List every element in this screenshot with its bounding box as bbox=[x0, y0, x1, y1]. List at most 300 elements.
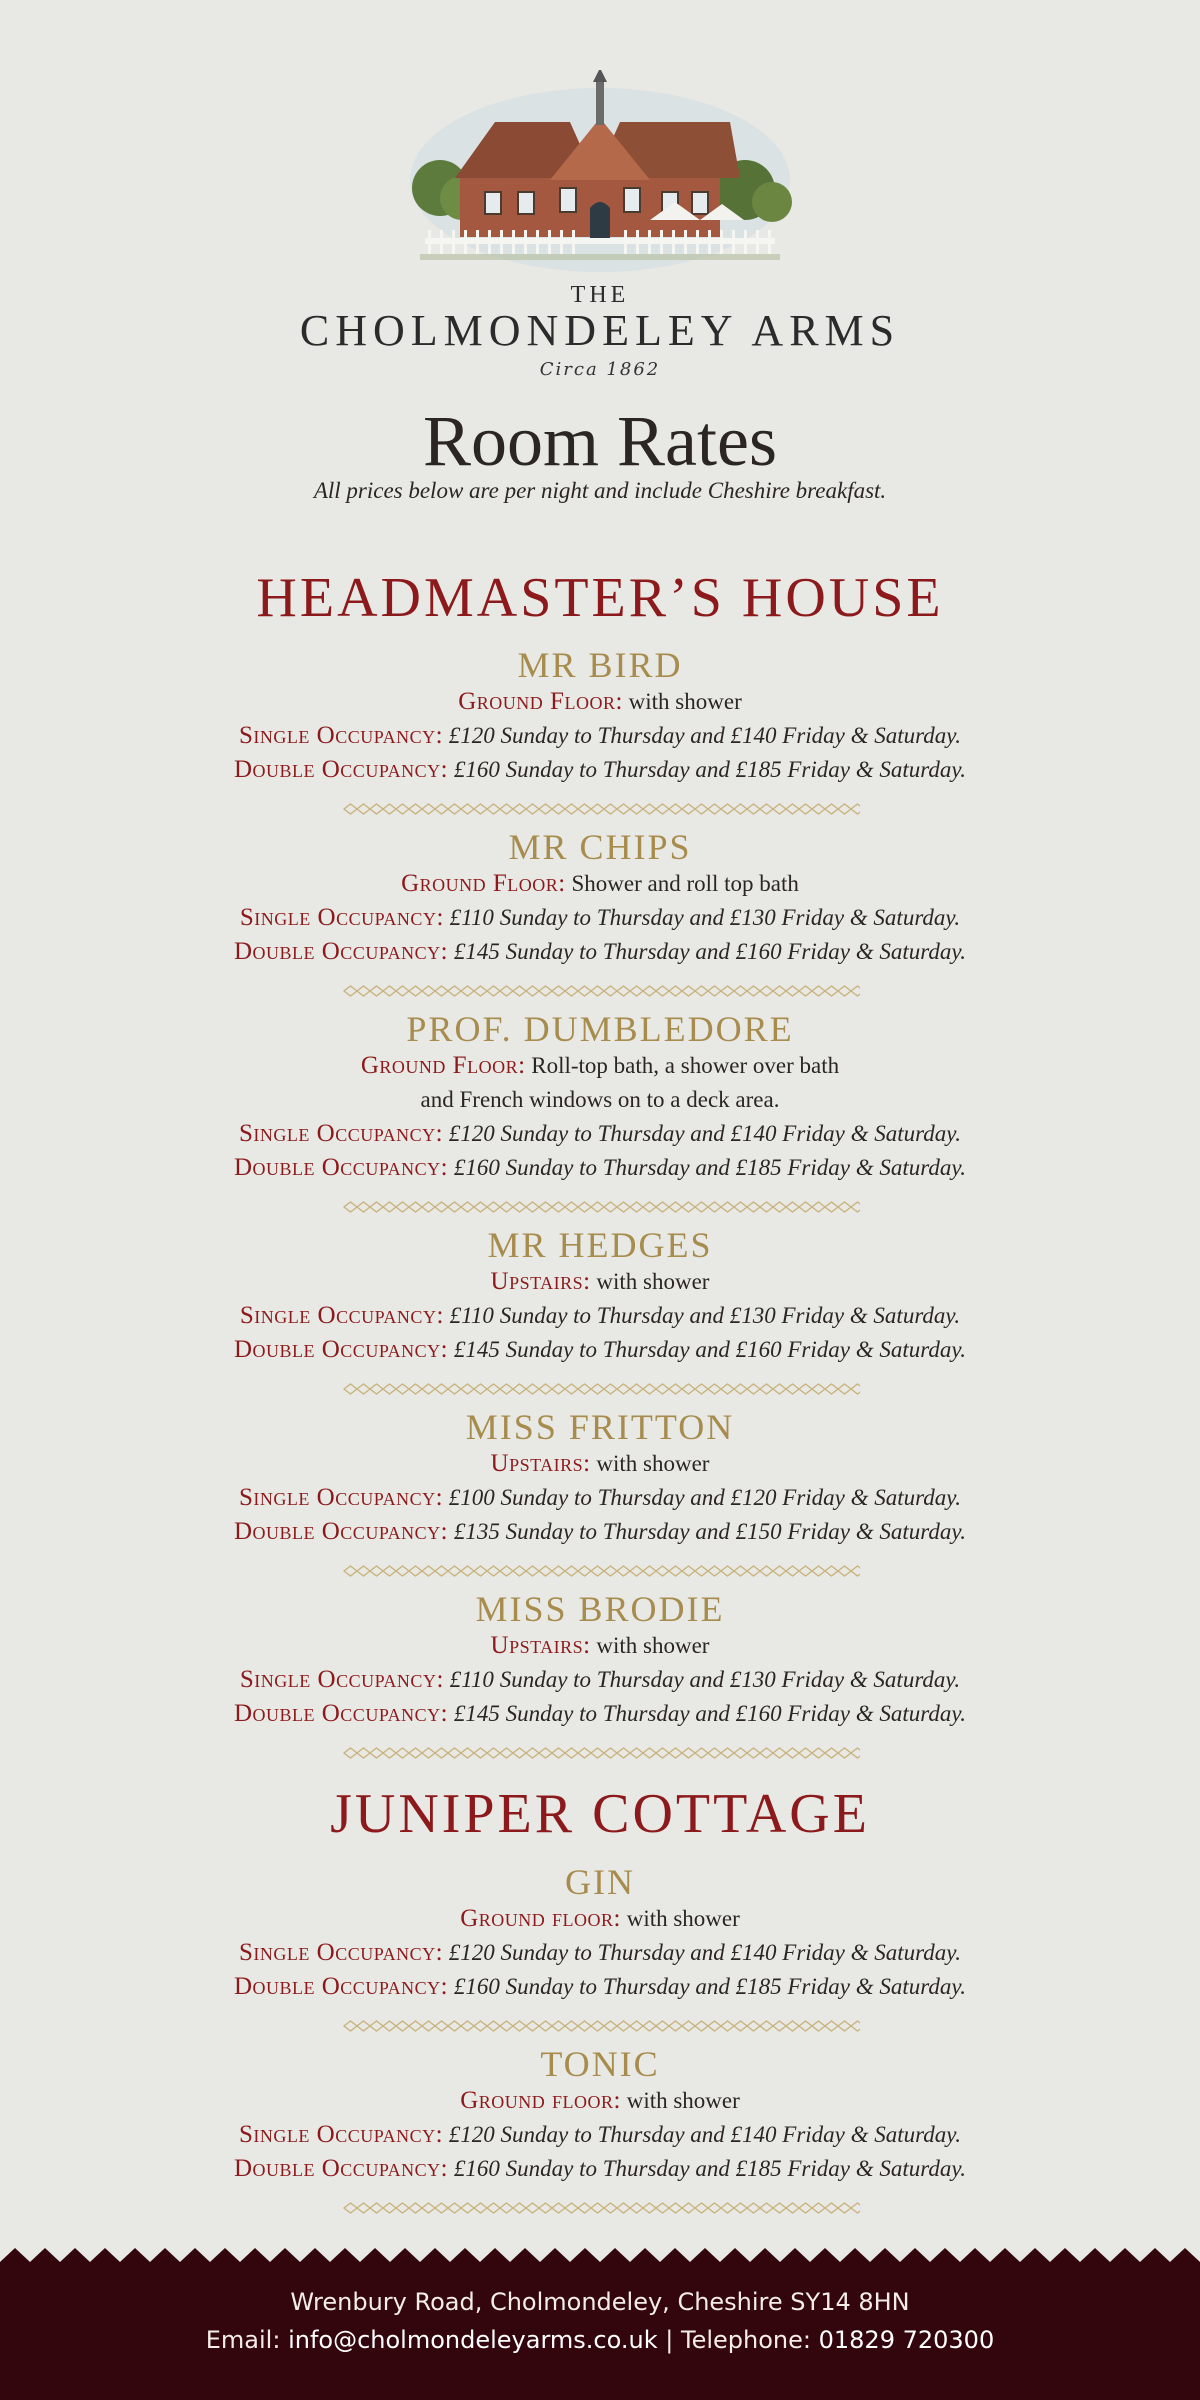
single-rate-text: Sunday to Thursday and £130 Friday & Saturday. bbox=[499, 1303, 961, 1328]
divider-diamond bbox=[773, 986, 786, 996]
divider-diamond bbox=[812, 986, 825, 996]
divider-diamond bbox=[552, 1566, 565, 1576]
divider-diamond bbox=[669, 1566, 682, 1576]
divider-diamond bbox=[760, 804, 773, 814]
divider-diamond bbox=[422, 1748, 435, 1758]
divider-diamond bbox=[695, 2021, 708, 2031]
divider-diamond bbox=[539, 1384, 552, 1394]
divider-diamond bbox=[747, 1202, 760, 1212]
divider-diamond bbox=[838, 1384, 851, 1394]
divider-diamond bbox=[526, 2203, 539, 2213]
divider-diamond bbox=[656, 1566, 669, 1576]
divider-diamond bbox=[461, 2203, 474, 2213]
divider-diamond bbox=[409, 986, 422, 996]
divider-diamond bbox=[474, 804, 487, 814]
divider-diamond bbox=[370, 1202, 383, 1212]
email-link[interactable]: info@cholmondeleyarms.co.uk bbox=[288, 2326, 658, 2354]
divider-diamond bbox=[643, 1748, 656, 1758]
divider-diamond bbox=[474, 1748, 487, 1758]
divider-diamond bbox=[734, 1384, 747, 1394]
footer-contact bbox=[0, 2326, 1200, 2354]
divider-diamond bbox=[344, 986, 357, 996]
divider-diamond bbox=[539, 1202, 552, 1212]
divider-diamond bbox=[448, 1384, 461, 1394]
divider-diamond bbox=[539, 1748, 552, 1758]
divider-diamond bbox=[851, 986, 860, 996]
divider bbox=[340, 985, 860, 997]
divider-diamond bbox=[578, 1384, 591, 1394]
footer-zigzag-band bbox=[0, 2240, 1200, 2400]
divider-diamond bbox=[474, 1202, 487, 1212]
divider-diamond bbox=[500, 1384, 513, 1394]
divider-diamond bbox=[461, 2021, 474, 2031]
divider-diamond bbox=[721, 1202, 734, 1212]
room-features: with shower bbox=[596, 1269, 710, 1294]
page-subtitle: All prices below are per night and include Cheshire breakfast. bbox=[313, 478, 887, 503]
room-features: with shower bbox=[628, 689, 742, 714]
divider-diamond bbox=[435, 1566, 448, 1576]
divider-diamond bbox=[396, 1748, 409, 1758]
divider-diamond bbox=[669, 2203, 682, 2213]
divider-diamond bbox=[552, 986, 565, 996]
room-features: with shower bbox=[596, 1633, 710, 1658]
divider-diamond bbox=[708, 1566, 721, 1576]
section-title: JUNIPER COTTAGE bbox=[330, 1783, 870, 1845]
divider-diamond bbox=[383, 986, 396, 996]
divider-diamond bbox=[799, 804, 812, 814]
divider-diamond bbox=[734, 1202, 747, 1212]
divider-diamond bbox=[669, 986, 682, 996]
divider-diamond bbox=[695, 2203, 708, 2213]
divider-diamond bbox=[591, 1202, 604, 1212]
divider-diamond bbox=[669, 1748, 682, 1758]
divider-diamond bbox=[565, 1384, 578, 1394]
divider-diamond bbox=[643, 1384, 656, 1394]
double-occupancy-label: Double Occupancy: bbox=[233, 1518, 449, 1545]
divider-diamond bbox=[786, 804, 799, 814]
divider-diamond bbox=[396, 2021, 409, 2031]
divider-diamond bbox=[526, 986, 539, 996]
divider-diamond bbox=[448, 1748, 461, 1758]
divider-diamond bbox=[448, 2021, 461, 2031]
divider-diamond bbox=[526, 1566, 539, 1576]
divider-diamond bbox=[799, 1202, 812, 1212]
divider-diamond bbox=[539, 804, 552, 814]
divider-diamond bbox=[461, 986, 474, 996]
divider-diamond bbox=[344, 1384, 357, 1394]
divider-diamond bbox=[656, 804, 669, 814]
double-occupancy-label: Double Occupancy: bbox=[233, 938, 449, 965]
divider-diamond bbox=[396, 986, 409, 996]
room-name: MR CHIPS bbox=[508, 827, 692, 867]
divider-diamond bbox=[643, 986, 656, 996]
divider-diamond bbox=[812, 1384, 825, 1394]
divider-diamond bbox=[760, 2021, 773, 2031]
divider-diamond bbox=[344, 804, 357, 814]
brand-the: THE bbox=[570, 282, 630, 308]
divider-diamond bbox=[474, 1384, 487, 1394]
divider bbox=[340, 803, 860, 815]
divider-diamond bbox=[786, 2203, 799, 2213]
divider-diamond bbox=[357, 1384, 370, 1394]
double-price: £145 bbox=[453, 1701, 500, 1726]
double-price: £160 bbox=[453, 1155, 500, 1180]
divider-diamond bbox=[838, 986, 851, 996]
divider-diamond bbox=[617, 986, 630, 996]
divider-diamond bbox=[565, 986, 578, 996]
divider-diamond bbox=[656, 2203, 669, 2213]
divider-diamond bbox=[656, 986, 669, 996]
divider-diamond bbox=[565, 1202, 578, 1212]
single-rate-text: Sunday to Thursday and £140 Friday & Saturday. bbox=[500, 1121, 961, 1146]
divider-diamond bbox=[435, 1748, 448, 1758]
divider-diamond bbox=[734, 2021, 747, 2031]
divider-diamond bbox=[708, 1748, 721, 1758]
divider-diamond bbox=[799, 2203, 812, 2213]
divider-diamond bbox=[825, 1384, 838, 1394]
double-price: £160 bbox=[453, 2156, 500, 2181]
divider-diamond bbox=[786, 1384, 799, 1394]
room-mr-hedges bbox=[0, 1225, 1200, 1367]
divider-diamond bbox=[695, 804, 708, 814]
divider-diamond bbox=[448, 2203, 461, 2213]
divider-diamond bbox=[552, 1384, 565, 1394]
floor-label: Ground Floor: bbox=[401, 870, 566, 897]
divider-diamond bbox=[565, 1566, 578, 1576]
divider bbox=[340, 2020, 860, 2032]
divider-diamond bbox=[409, 1384, 422, 1394]
divider-diamond bbox=[838, 804, 851, 814]
divider-diamond bbox=[721, 2203, 734, 2213]
floor-label: Upstairs: bbox=[490, 1450, 591, 1477]
divider-diamond bbox=[565, 2021, 578, 2031]
divider-diamond bbox=[344, 1566, 357, 1576]
divider-diamond bbox=[396, 1566, 409, 1576]
divider-diamond bbox=[838, 1748, 851, 1758]
divider-diamond bbox=[578, 2203, 591, 2213]
double-occupancy-label: Double Occupancy: bbox=[233, 1336, 449, 1363]
single-price: £110 bbox=[449, 1667, 494, 1692]
divider-diamond bbox=[526, 1384, 539, 1394]
room-features-continued: and French windows on to a deck area. bbox=[420, 1087, 780, 1112]
double-rate-text: Sunday to Thursday and £160 Friday & Saturday. bbox=[505, 939, 967, 964]
single-price: £120 bbox=[448, 2122, 495, 2147]
divider-diamond bbox=[344, 2021, 357, 2031]
divider bbox=[340, 1383, 860, 1395]
divider-diamond bbox=[422, 1202, 435, 1212]
divider-diamond bbox=[422, 2203, 435, 2213]
divider-diamond bbox=[786, 986, 799, 996]
divider bbox=[340, 1747, 860, 1759]
single-occupancy-label: Single Occupancy: bbox=[239, 1302, 444, 1329]
divider-diamond bbox=[851, 1202, 860, 1212]
divider-diamond bbox=[591, 2021, 604, 2031]
divider-diamond bbox=[617, 1748, 630, 1758]
divider-diamond bbox=[383, 1384, 396, 1394]
divider-diamond bbox=[695, 1384, 708, 1394]
divider-diamond bbox=[526, 1748, 539, 1758]
divider-diamond bbox=[513, 1566, 526, 1576]
divider-diamond bbox=[721, 986, 734, 996]
divider-diamond bbox=[604, 1202, 617, 1212]
double-price: £135 bbox=[453, 1519, 500, 1544]
divider-diamond bbox=[825, 2203, 838, 2213]
floor-label: Ground Floor: bbox=[458, 688, 623, 715]
brand-header bbox=[0, 70, 1200, 380]
footer bbox=[0, 2240, 1200, 2400]
divider-diamond bbox=[487, 1748, 500, 1758]
divider-diamond bbox=[838, 2021, 851, 2031]
divider-diamond bbox=[682, 804, 695, 814]
divider-diamond bbox=[604, 804, 617, 814]
divider-diamond bbox=[695, 1566, 708, 1576]
divider-diamond bbox=[630, 2021, 643, 2031]
single-price: £120 bbox=[448, 723, 495, 748]
divider-diamond bbox=[500, 1566, 513, 1576]
divider-diamond bbox=[760, 1384, 773, 1394]
room-miss-brodie bbox=[0, 1589, 1200, 1731]
divider-diamond bbox=[513, 2203, 526, 2213]
divider-diamond bbox=[799, 1384, 812, 1394]
divider-diamond bbox=[773, 1202, 786, 1212]
room-prof-dumbledore bbox=[0, 1009, 1200, 1185]
floor-label: Ground Floor: bbox=[360, 1052, 526, 1079]
divider-diamond bbox=[370, 986, 383, 996]
divider-diamond bbox=[760, 1202, 773, 1212]
single-price: £110 bbox=[449, 905, 494, 930]
brand-name: CHOLMONDELEY ARMS bbox=[299, 306, 901, 355]
inn-illustration bbox=[400, 70, 800, 280]
divider-diamond bbox=[851, 1748, 860, 1758]
telephone-link[interactable]: 01829 720300 bbox=[818, 2326, 995, 2354]
divider-diamond bbox=[682, 986, 695, 996]
divider-diamond bbox=[799, 1566, 812, 1576]
separator: | bbox=[665, 2326, 674, 2354]
divider-diamond bbox=[643, 2203, 656, 2213]
double-rate-text: Sunday to Thursday and £185 Friday & Saturday. bbox=[505, 2156, 967, 2181]
divider-diamond bbox=[825, 2021, 838, 2031]
divider-diamond bbox=[513, 1748, 526, 1758]
divider-diamond bbox=[435, 2203, 448, 2213]
single-rate-text: Sunday to Thursday and £130 Friday & Saturday. bbox=[499, 905, 961, 930]
room-mr-bird bbox=[0, 645, 1200, 787]
divider-diamond bbox=[383, 1202, 396, 1212]
divider-diamond bbox=[799, 2021, 812, 2031]
divider-diamond bbox=[591, 804, 604, 814]
divider-diamond bbox=[734, 1566, 747, 1576]
room-features: with shower bbox=[626, 2088, 740, 2113]
email-label: Email: bbox=[205, 2326, 281, 2354]
double-rate-text: Sunday to Thursday and £150 Friday & Saturday. bbox=[505, 1519, 967, 1544]
page-title: Room Rates bbox=[423, 401, 777, 481]
divider-diamond bbox=[838, 2203, 851, 2213]
divider-diamond bbox=[370, 1384, 383, 1394]
double-rate-text: Sunday to Thursday and £160 Friday & Saturday. bbox=[505, 1337, 967, 1362]
divider-diamond bbox=[773, 2203, 786, 2213]
single-price: £120 bbox=[448, 1940, 495, 1965]
room-gin bbox=[0, 1862, 1200, 2004]
room-name: TONIC bbox=[540, 2044, 660, 2084]
divider-diamond bbox=[357, 2021, 370, 2031]
divider-diamond bbox=[747, 1384, 760, 1394]
divider-diamond bbox=[396, 804, 409, 814]
divider-diamond bbox=[578, 1566, 591, 1576]
divider-diamond bbox=[630, 1202, 643, 1212]
single-occupancy-label: Single Occupancy: bbox=[239, 2121, 444, 2148]
divider-diamond bbox=[617, 1202, 630, 1212]
divider-diamond bbox=[617, 1566, 630, 1576]
divider-diamond bbox=[760, 1748, 773, 1758]
divider-diamond bbox=[760, 986, 773, 996]
divider-diamond bbox=[487, 1566, 500, 1576]
divider-diamond bbox=[474, 2203, 487, 2213]
divider-diamond bbox=[526, 2021, 539, 2031]
divider bbox=[340, 1201, 860, 1213]
divider-diamond bbox=[357, 1748, 370, 1758]
divider-diamond bbox=[461, 1202, 474, 1212]
divider-diamond bbox=[370, 2203, 383, 2213]
divider-diamond bbox=[578, 804, 591, 814]
divider-diamond bbox=[799, 986, 812, 996]
divider-diamond bbox=[383, 2203, 396, 2213]
divider-diamond bbox=[435, 1202, 448, 1212]
divider-diamond bbox=[747, 1748, 760, 1758]
divider-diamond bbox=[734, 1748, 747, 1758]
divider-diamond bbox=[669, 1202, 682, 1212]
divider-diamond bbox=[760, 2203, 773, 2213]
divider-diamond bbox=[422, 986, 435, 996]
floor-label: Upstairs: bbox=[490, 1268, 591, 1295]
divider-diamond bbox=[617, 804, 630, 814]
room-name: MR BIRD bbox=[517, 645, 683, 685]
divider-diamond bbox=[552, 2203, 565, 2213]
divider-diamond bbox=[370, 2021, 383, 2031]
divider-diamond bbox=[500, 804, 513, 814]
divider-diamond bbox=[656, 1748, 669, 1758]
divider-diamond bbox=[760, 1566, 773, 1576]
divider-diamond bbox=[500, 1202, 513, 1212]
room-features: with shower bbox=[596, 1451, 710, 1476]
divider-diamond bbox=[708, 1384, 721, 1394]
divider-diamond bbox=[487, 986, 500, 996]
divider-diamond bbox=[682, 1748, 695, 1758]
divider bbox=[340, 1565, 860, 1577]
divider-diamond bbox=[721, 1566, 734, 1576]
single-rate-text: Sunday to Thursday and £140 Friday & Saturday. bbox=[500, 2122, 961, 2147]
double-rate-text: Sunday to Thursday and £185 Friday & Saturday. bbox=[505, 757, 967, 782]
double-occupancy-label: Double Occupancy: bbox=[233, 1973, 449, 2000]
room-tonic bbox=[0, 2044, 1200, 2186]
divider-diamond bbox=[812, 2203, 825, 2213]
divider-diamond bbox=[656, 2021, 669, 2031]
divider-diamond bbox=[721, 2021, 734, 2031]
divider-diamond bbox=[435, 2021, 448, 2031]
double-price: £145 bbox=[453, 939, 500, 964]
divider-diamond bbox=[786, 1202, 799, 1212]
divider bbox=[340, 2202, 860, 2214]
divider-diamond bbox=[734, 2203, 747, 2213]
single-price: £100 bbox=[448, 1485, 495, 1510]
divider-diamond bbox=[357, 1202, 370, 1212]
section-juniper-cottage bbox=[0, 1783, 1200, 1845]
divider-diamond bbox=[409, 1748, 422, 1758]
single-rate-text: Sunday to Thursday and £130 Friday & Saturday. bbox=[499, 1667, 961, 1692]
divider-diamond bbox=[578, 2021, 591, 2031]
divider-diamond bbox=[422, 1384, 435, 1394]
divider-diamond bbox=[539, 1566, 552, 1576]
divider-diamond bbox=[396, 2203, 409, 2213]
divider-diamond bbox=[591, 2203, 604, 2213]
divider-diamond bbox=[578, 1202, 591, 1212]
divider-diamond bbox=[851, 1566, 860, 1576]
double-price: £145 bbox=[453, 1337, 500, 1362]
divider-diamond bbox=[552, 1748, 565, 1758]
divider-diamond bbox=[773, 2021, 786, 2031]
divider-diamond bbox=[617, 2021, 630, 2031]
divider-diamond bbox=[786, 1566, 799, 1576]
brand-circa: Circa 1862 bbox=[539, 359, 661, 380]
divider-diamond bbox=[708, 1202, 721, 1212]
divider-diamond bbox=[435, 1384, 448, 1394]
divider-diamond bbox=[565, 1748, 578, 1758]
divider-diamond bbox=[513, 1384, 526, 1394]
divider-diamond bbox=[838, 1202, 851, 1212]
divider-diamond bbox=[812, 804, 825, 814]
single-occupancy-label: Single Occupancy: bbox=[239, 1484, 444, 1511]
divider-diamond bbox=[487, 804, 500, 814]
divider-diamond bbox=[357, 2203, 370, 2213]
room-name: MR HEDGES bbox=[487, 1225, 713, 1265]
divider-diamond bbox=[747, 1566, 760, 1576]
divider-diamond bbox=[630, 2203, 643, 2213]
divider-diamond bbox=[370, 804, 383, 814]
divider-diamond bbox=[591, 1566, 604, 1576]
room-name: MISS FRITTON bbox=[465, 1407, 735, 1447]
divider-diamond bbox=[370, 1566, 383, 1576]
divider-diamond bbox=[370, 1748, 383, 1758]
divider-diamond bbox=[461, 1748, 474, 1758]
single-occupancy-label: Single Occupancy: bbox=[239, 1939, 444, 1966]
double-rate-text: Sunday to Thursday and £160 Friday & Saturday. bbox=[505, 1701, 967, 1726]
divider-diamond bbox=[825, 1566, 838, 1576]
divider-diamond bbox=[682, 1384, 695, 1394]
divider-diamond bbox=[604, 1566, 617, 1576]
divider-diamond bbox=[357, 804, 370, 814]
divider-diamond bbox=[591, 986, 604, 996]
room-name: PROF. DUMBLEDORE bbox=[406, 1009, 794, 1049]
divider-diamond bbox=[357, 1566, 370, 1576]
divider-diamond bbox=[682, 1566, 695, 1576]
double-rate-text: Sunday to Thursday and £185 Friday & Saturday. bbox=[505, 1155, 967, 1180]
divider-diamond bbox=[448, 1202, 461, 1212]
divider-diamond bbox=[825, 804, 838, 814]
divider-diamond bbox=[695, 1748, 708, 1758]
divider-diamond bbox=[643, 804, 656, 814]
room-features: Shower and roll top bath bbox=[571, 871, 799, 896]
divider-diamond bbox=[786, 1748, 799, 1758]
divider-diamond bbox=[513, 804, 526, 814]
divider-diamond bbox=[435, 804, 448, 814]
single-price: £110 bbox=[449, 1303, 494, 1328]
divider-diamond bbox=[500, 1748, 513, 1758]
double-occupancy-label: Double Occupancy: bbox=[233, 1700, 449, 1727]
divider-diamond bbox=[383, 1748, 396, 1758]
divider-diamond bbox=[630, 1384, 643, 1394]
divider-diamond bbox=[526, 1202, 539, 1212]
divider-diamond bbox=[539, 2203, 552, 2213]
divider-diamond bbox=[825, 1202, 838, 1212]
divider-diamond bbox=[539, 986, 552, 996]
